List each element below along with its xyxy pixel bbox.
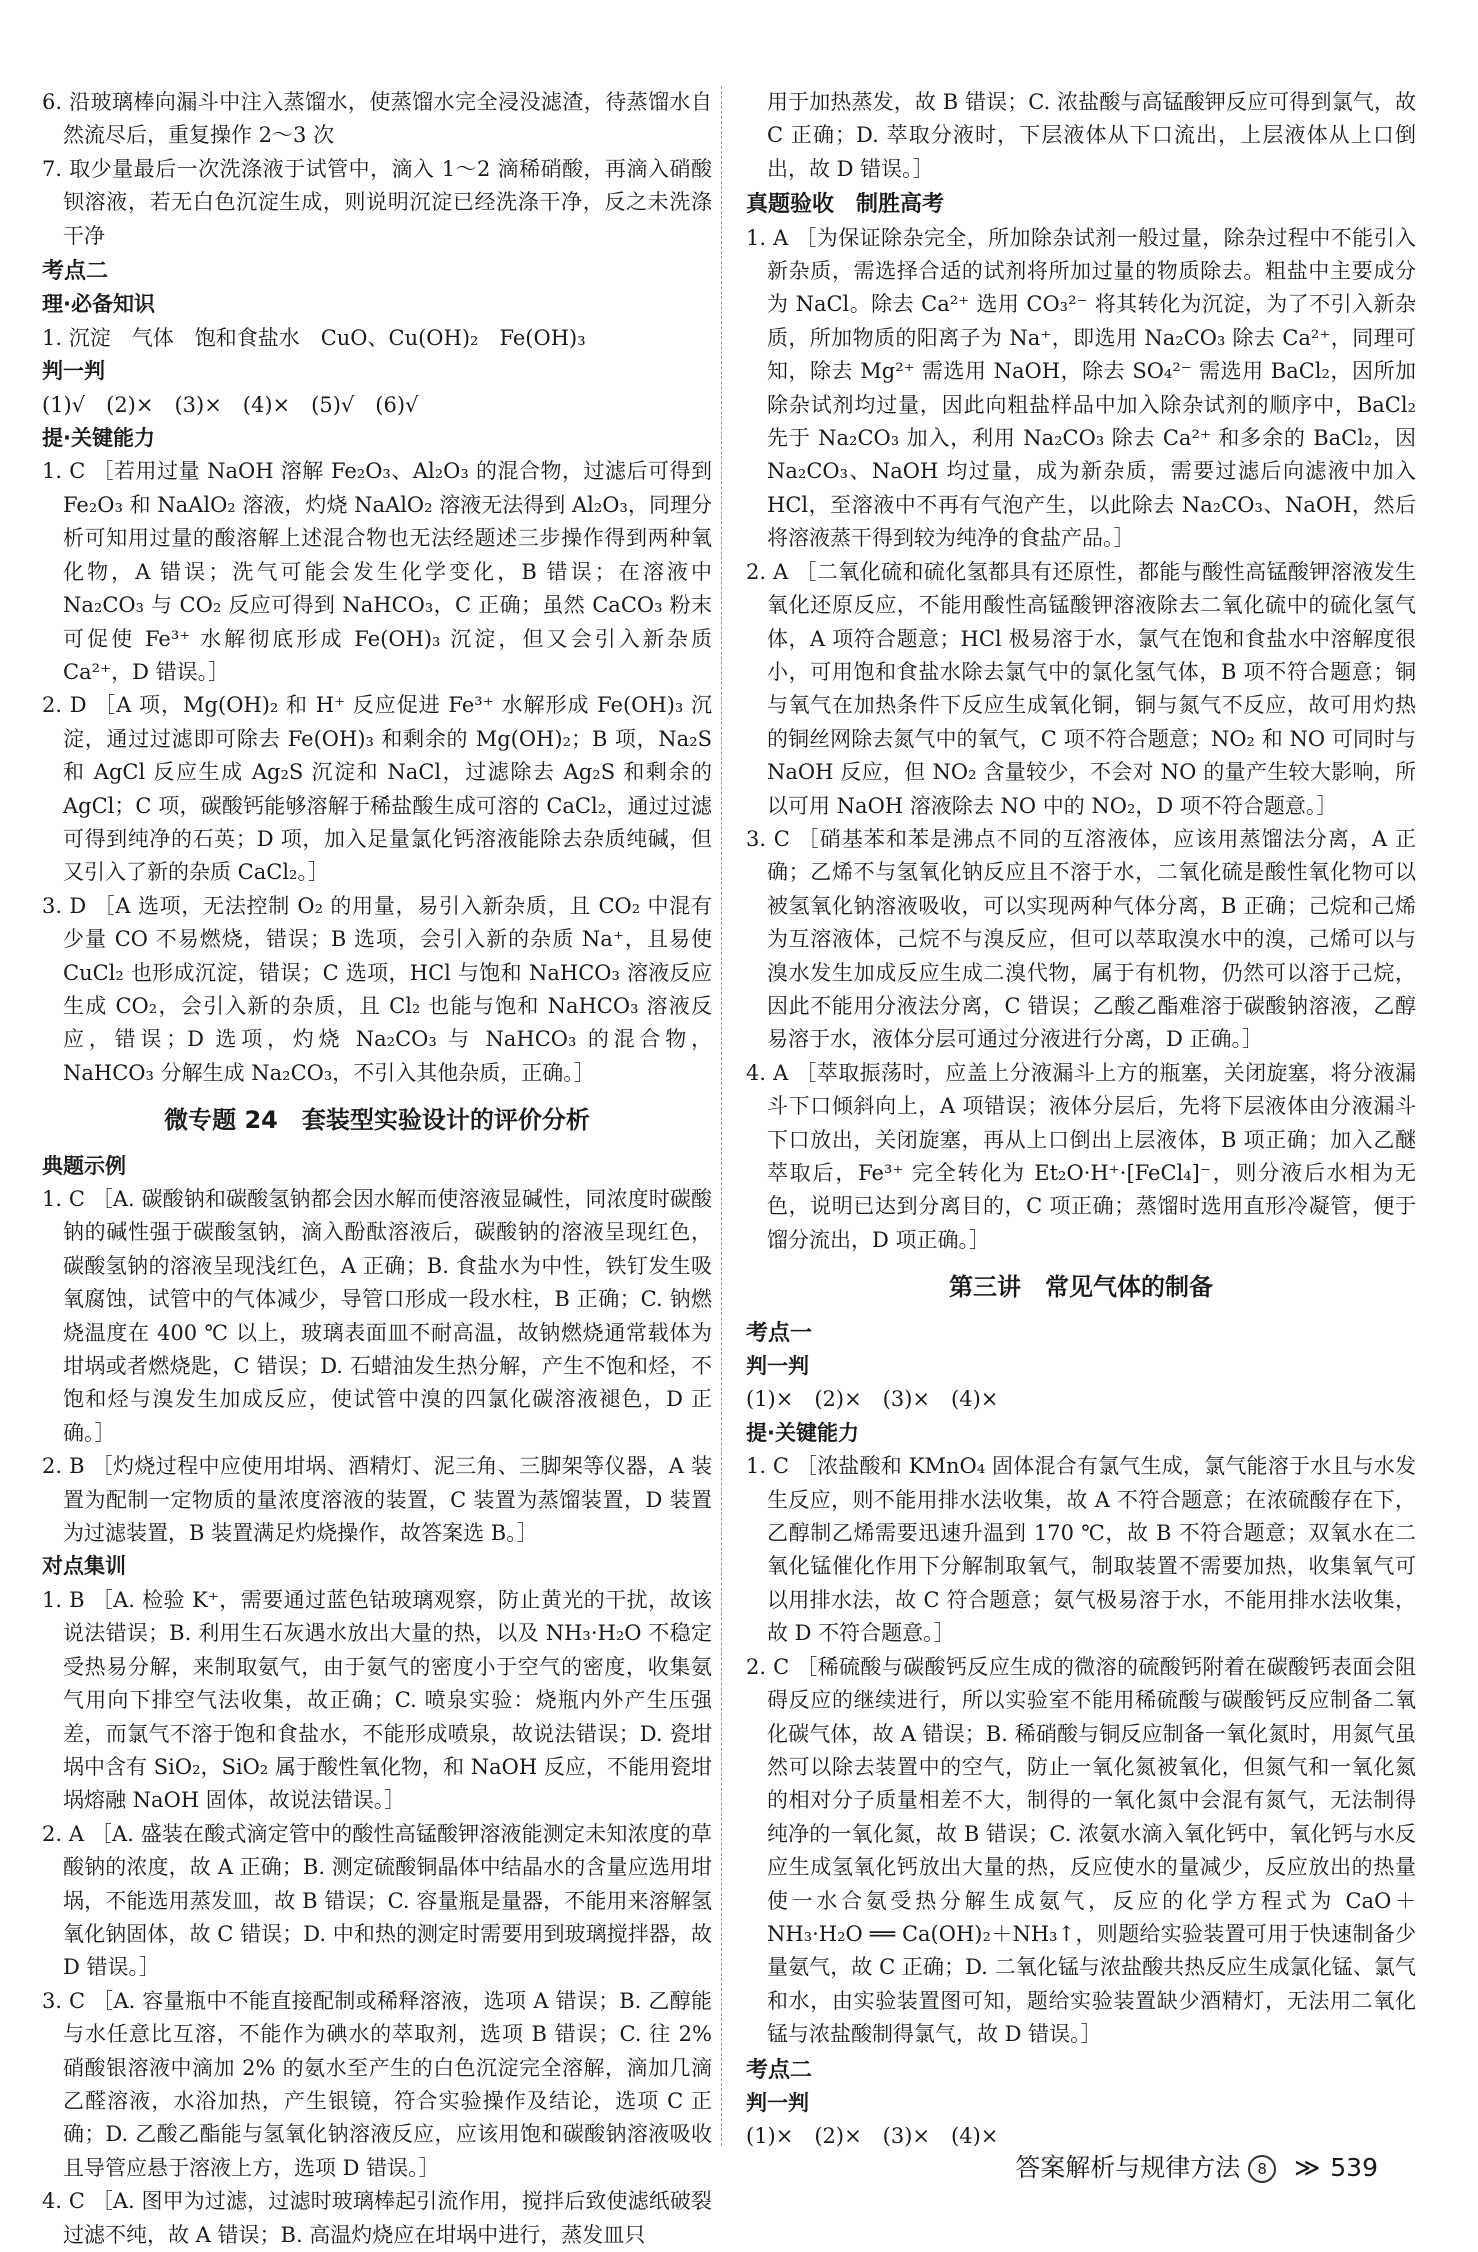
judge-answers: (1)√ (2)× (3)× (4)× (5)√ (6)√	[42, 392, 419, 417]
subsection-heading: 判一判	[42, 359, 105, 384]
section-heading: 考点一	[746, 1320, 813, 1346]
judge-answers: (1)× (2)× (3)× (4)×	[746, 1387, 999, 1412]
answer-item: 3. C ［A. 容量瓶中不能直接配制或稀释溶液，选项 A 错误；B. 乙醇能与水任意比互溶，不能作为碘水的萃取剂，选项 B 错误；C. 往 2% 硝酸银溶液中滴加 2% 的氨水至产生的白色沉淀完全溶解，滴加几滴乙醛溶液，水浴加热，产生银镜，符合实验操作及结论，选项 C 正确；D. 乙酸乙酯能与氢氧化钠溶液反应，应该用饱和碳酸钠溶液吸收且导管应悬于溶液上方，选项 D 错误。］	[42, 1988, 712, 2180]
section-heading: 考点二	[746, 2057, 813, 2083]
subsection-heading: 理·必备知识	[42, 292, 155, 317]
answer-item: 2. B ［灼烧过程中应使用坩埚、酒精灯、泥三角、三脚架等仪器，A 装置为配制一定物质的量浓度溶液的装置，C 装置为蒸馏装置，D 装置为过滤装置，B 装置满足灼烧操作，故答案选 B。］	[42, 1454, 712, 1546]
answer-item: 1. C ［浓盐酸和 KMnO₄ 固体混合有氯气生成，氯气能溶于水且与水发生反应，则不能用排水法收集，故 A 不符合题意；在浓硫酸存在下，乙醇制乙烯需要迅速升温到 170 ℃，故 B 不符合题意；双氧水在二氧化锰催化作用下分解制取氧气，制取装置不需要加热，收集氧气可以用排水法，故 C 符合题意；氨气极易溶于水，不能用排水法收集，故 D 不符合题意。］	[746, 1454, 1416, 1646]
left-column	[42, 86, 712, 2252]
section-heading: 考点二	[42, 259, 109, 285]
answer-text: 1. 沉淀 气体 饱和食盐水 CuO、Cu(OH)₂ Fe(OH)₃	[42, 325, 586, 350]
topic-title: 微专题 24 套装型实验设计的评价分析	[164, 1106, 590, 1135]
footer-label: 答案解析与规律方法	[1015, 2153, 1241, 2182]
answer-item: 2. D ［A 项，Mg(OH)₂ 和 H⁺ 反应促进 Fe³⁺ 水解形成 Fe(OH)₃ 沉淀，通过过滤即可除去 Fe(OH)₃ 和剩余的 Mg(OH)₂；B 项，Na₂S 和 AgCl 反应生成 Ag₂S 沉淀和 NaCl，过滤除去 Ag₂S 和剩余的 AgCl；C 项，碳酸钙能够溶解于稀盐酸生成可溶的 CaCl₂，通过过滤可得到纯净的石英；D 项，加入足量氯化钙溶液能除去杂质纯碱，但又引入了新的杂质 CaCl₂。］	[42, 693, 712, 885]
answer-item: 4. C ［A. 图甲为过滤，过滤时玻璃棒起引流作用，搅拌后致使滤纸破裂过滤不纯，故 A 错误；B. 高温灼烧应在坩埚中进行，蒸发皿只	[42, 2189, 712, 2247]
seal-icon: 8	[1248, 2155, 1276, 2183]
subsection-heading: 典题示例	[42, 1153, 126, 1178]
answer-item: 3. D ［A 选项，无法控制 O₂ 的用量，易引入新杂质，且 CO₂ 中混有少量 CO 不易燃烧，错误；B 选项，会引入新的杂质 Na⁺，且易使 CuCl₂ 也形成沉淀，错误；C 选项，HCl 与饱和 NaHCO₃ 溶液反应生成 CO₂，会引入新的杂质，且 Cl₂ 也能与饱和 NaHCO₃ 溶液反应，错误；D 选项，灼烧 Na₂CO₃ 与 NaHCO₃ 的混合物，NaHCO₃ 分解生成 Na₂CO₃，不引入其他杂质，正确。］	[42, 893, 712, 1085]
answer-item: 1. C ［A. 碳酸钠和碳酸氢钠都会因水解而使溶液显碱性，同浓度时碳酸钠的碱性强于碳酸氢钠，滴入酚酞溶液后，碳酸钠的溶液呈现红色，碳酸氢钠的溶液呈现浅红色，A 正确；B. 食盐水为中性，铁钉发生吸氧腐蚀，试管中的气体减少，导管口形成一段水柱，B 正确；C. 钠燃烧温度在 400 ℃ 以上，玻璃表面皿不耐高温，故钠燃烧通常载体为坩埚或者燃烧匙，C 错误；D. 石蜡油发生热分解，产生不饱和烃，不饱和烃与溴发生加成反应，使试管中溴的四氯化碳溶液褪色，D 正确。］	[42, 1187, 712, 1445]
answer-item: 1. A ［为保证除杂完全，所加除杂试剂一般过量，除杂过程中不能引入新杂质，需选择合适的试剂将所加过量的物质除去。粗盐中主要成分为 NaCl。除去 Ca²⁺ 选用 CO₃²⁻ 将其转化为沉淀，为了不引入新杂质，所加物质的阳离子为 Na⁺，即选用 Na₂CO₃ 除去 Ca²⁺，同理可知，除去 Mg²⁺ 需选用 NaOH，除去 SO₄²⁻ 需选用 BaCl₂，因所加除杂试剂均过量，因此向粗盐样品中加入除杂试剂的顺序中，BaCl₂ 先于 Na₂CO₃ 加入，利用 Na₂CO₃ 除去 Ca²⁺ 和多余的 BaCl₂，因 Na₂CO₃、NaOH 均过量，成为新杂质，需要过滤后向滤液中加入 HCl，至溶液中不再有气泡产生，以此除去 Na₂CO₃、NaOH，然后将溶液蒸干得到较为纯净的食盐产品。］	[746, 225, 1416, 551]
answer-continuation: 用于加热蒸发，故 B 错误；C. 浓盐酸与高锰酸钾反应可得到氯气，故 C 正确；D. 萃取分液时，下层液体从下口流出，上层液体从上口倒出，故 D 错误。］	[767, 90, 1416, 181]
answer-item: 2. A ［二氧化硫和硫化氢都具有还原性，都能与酸性高锰酸钾溶液发生氧化还原反应，不能用酸性高锰酸钾溶液除去二氧化硫中的硫化氢气体，A 项符合题意；HCl 极易溶于水，氯气在饱和食盐水中溶解度很小，可用饱和食盐水除去氯气中的氯化氢气体，B 项不符合题意；铜与氧气在加热条件下反应生成氧化铜，铜与氮气不反应，故可用灼热的铜丝网除去氮气中的氧气，C 项不符合题意；NO₂ 和 NO 可同时与 NaOH 反应，但 NO₂ 含量较少，不会对 NO 的量产生较大影响，所以可用 NaOH 溶液除去 NO 中的 NO₂，D 项不符合题意。］	[746, 559, 1416, 818]
subsection-heading: 提·关键能力	[746, 1420, 859, 1445]
answer-item: 6. 沿玻璃棒向漏斗中注入蒸馏水，使蒸馏水完全浸没滤渣，待蒸馏水自然流尽后，重复操作 2～3 次	[42, 90, 712, 148]
arrow-icon: ≫	[1294, 2153, 1321, 2182]
answer-item: 2. C ［稀硫酸与碳酸钙反应生成的微溶的硫酸钙附着在碳酸钙表面会阻碍反应的继续进行，所以实验室不能用稀硫酸与碳酸钙反应制备二氧化碳气体，故 A 错误；B. 稀硝酸与铜反应制备一氧化氮时，用氮气虽然可以除去装置中的空气，防止一氧化氮被氧化，但氮气和一氧化氮的相对分子质量相差不大，制得的一氧化氮中会混有氮气，无法制得纯净的一氧化氮，故 B 错误；C. 浓氨水滴入氧化钙中，氧化钙与水反应生成氢氧化钙放出大量的热，反应使水的量减少，反应放出的热量使一水合氨受热分解生成氨气，反应的化学方程式为 CaO＋NH₃·H₂O ══ Ca(OH)₂＋NH₃↑，则题给实验装置可用于快速制备少量氨气，故 C 正确；D. 二氧化锰与浓盐酸共热反应生成氯化锰、氯气和水，由实验装置图可知，题给实验装置缺少酒精灯，无法用二氧化锰与浓盐酸制得氯气，故 D 错误。］	[746, 1654, 1416, 2047]
right-column	[746, 86, 1416, 2154]
answer-item: 1. B ［A. 检验 K⁺，需要通过蓝色钴玻璃观察，防止黄光的干扰，故该说法错误；B. 利用生石灰遇水放出大量的热，以及 NH₃·H₂O 不稳定受热易分解，来制取氨气，由于氨气的密度小于空气的密度，收集氨气用向下排空气法收集，故正确；C. 喷泉实验：烧瓶内外产生压强差，而氯气不溶于饱和食盐水，不能形成喷泉，故说法错误；D. 瓷坩埚中含有 SiO₂，SiO₂ 属于酸性氧化物，和 NaOH 反应，不能用瓷坩埚熔融 NaOH 固体，故说法错误。］	[42, 1587, 712, 1813]
answer-item: 7. 取少量最后一次洗涤液于试管中，滴入 1～2 滴稀硝酸，再滴入硝酸钡溶液，若无白色沉淀生成，则说明沉淀已经洗涤干净，反之未洗涤干净	[42, 156, 712, 248]
subsection-heading: 提·关键能力	[42, 426, 155, 451]
answer-item: 3. C ［硝基苯和苯是沸点不同的互溶液体，应该用蒸馏法分离，A 正确；乙烯不与氢氧化钠反应且不溶于水，二氧化硫是酸性氧化物可以被氢氧化钠溶液吸收，可以实现两种气体分离，B 正确；己烷和己烯为互溶液体，己烷不与溴反应，但可以萃取溴水中的溴，己烯可以与溴水发生加成反应生成二溴代物，属于有机物，仍然可以溶于己烷，因此不能用分液法分离，C 错误；乙酸乙酯难溶于碳酸钠溶液，乙醇易溶于水，液体分层可通过分液进行分离，D 正确。］	[746, 826, 1416, 1052]
section-heading: 真题验收 制胜高考	[746, 192, 945, 218]
subsection-heading: 对点集训	[42, 1554, 126, 1579]
answer-item: 4. A ［萃取振荡时，应盖上分液漏斗上方的瓶塞，关闭旋塞，将分液漏斗下口倾斜向上，A 项错误；液体分层后，先将下层液体由分液漏斗下口放出，关闭旋塞，再从上口倒出上层液体，B 项正确；加入乙醚萃取后，Fe³⁺ 完全转化为 Et₂O·H⁺·[FeCl₄]⁻，则分液后水相为无色，说明已达到分离目的，C 项正确；蒸馏时选用直形冷凝管，便于馏分流出，D 项正确。］	[746, 1060, 1416, 1252]
page-footer	[1015, 2148, 1378, 2184]
judge-answers: (1)× (2)× (3)× (4)×	[746, 2124, 999, 2149]
column-divider	[721, 86, 722, 2146]
subsection-heading: 判一判	[746, 2090, 809, 2115]
page-number: 539	[1330, 2153, 1378, 2182]
answer-item: 2. A ［A. 盛装在酸式滴定管中的酸性高锰酸钾溶液能测定未知浓度的草酸钠的浓度，故 A 正确；B. 测定硫酸铜晶体中结晶水的含量应选用坩埚，不能选用蒸发皿，故 B 错误；C. 容量瓶是量器，不能用来溶解氢氧化钠固体，故 C 错误；D. 中和热的测定时需要用到玻璃搅拌器，故 D 错误。］	[42, 1821, 712, 1980]
lecture-title: 第三讲 常见气体的制备	[949, 1273, 1213, 1302]
subsection-heading: 判一判	[746, 1354, 809, 1379]
answer-item: 1. C ［若用过量 NaOH 溶解 Fe₂O₃、Al₂O₃ 的混合物，过滤后可得到 Fe₂O₃ 和 NaAlO₂ 溶液，灼烧 NaAlO₂ 溶液无法得到 Al₂O₃，同理分析可知用过量的酸溶解上述混合物也无法经题述三步操作得到两种氧化物，A 错误；洗气可能会发生化学变化，B 错误；在溶液中 Na₂CO₃ 与 CO₂ 反应可得到 NaHCO₃，C 正确；虽然 CaCO₃ 粉末可促使 Fe³⁺ 水解彻底形成 Fe(OH)₃ 沉淀，但又会引入新杂质 Ca²⁺，D 错误。］	[42, 459, 712, 684]
